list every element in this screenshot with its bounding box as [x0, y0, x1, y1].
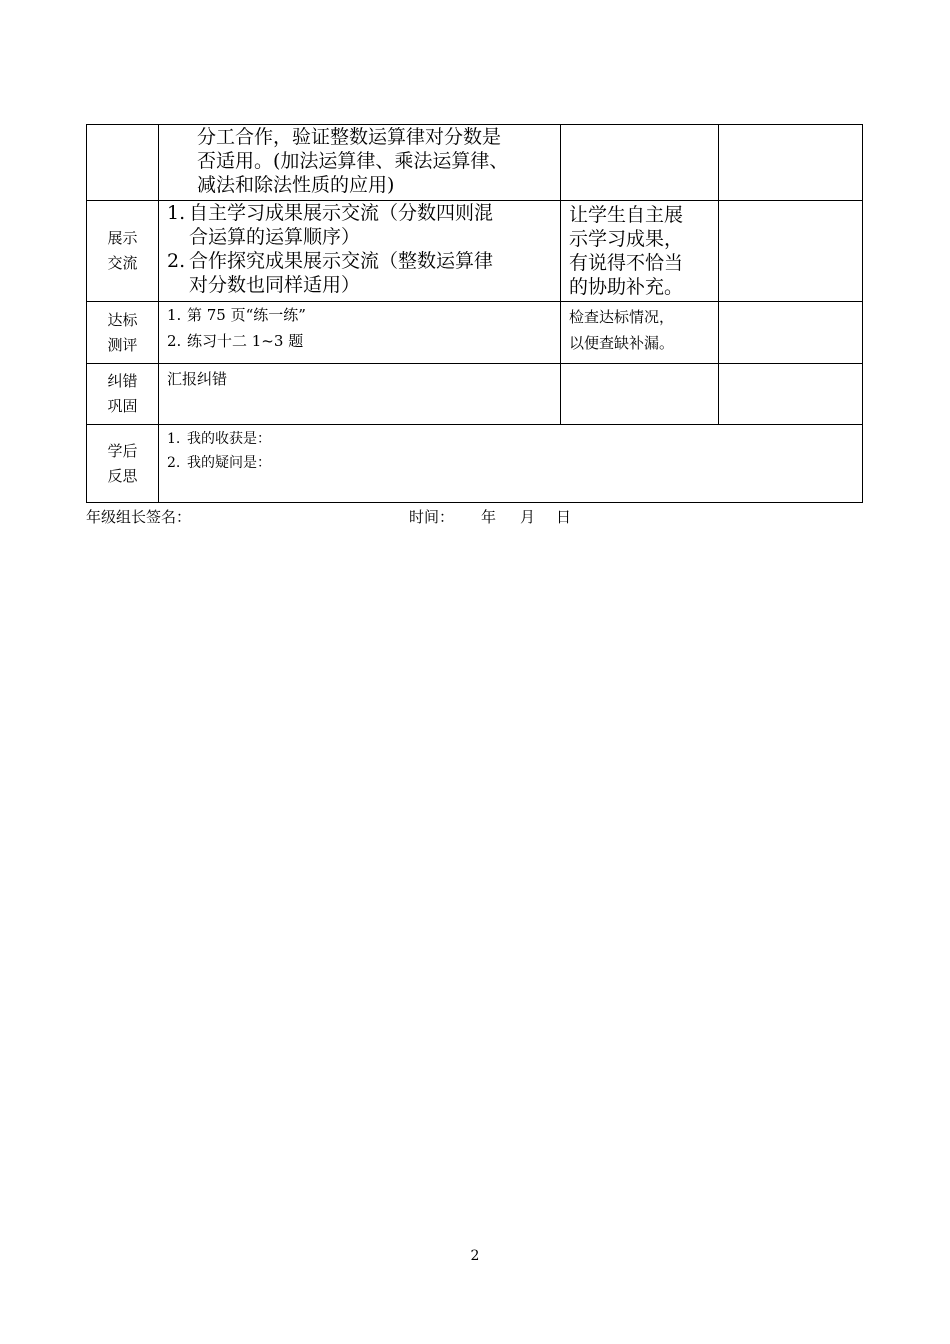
note-line: 检查达标情况， [569, 308, 675, 326]
reflection-content [159, 425, 863, 503]
day-label: 日 [556, 508, 572, 526]
list-number: 2. [167, 332, 182, 350]
list-item [159, 201, 560, 249]
row-label-correction: 纠错 巩固 [87, 364, 159, 425]
row-label-assessment: 达标 测评 [87, 302, 159, 364]
list-text: 对分数也同样适用） [189, 274, 361, 296]
row-label-empty [87, 125, 159, 201]
list-text: 合运算的运算顺序） [189, 226, 361, 248]
list-number: 1. [167, 306, 182, 324]
correction-text: 汇报纠错 [167, 370, 228, 388]
note-cell-empty [561, 364, 719, 425]
list-text: 我的收获是： [187, 431, 271, 447]
list-number: 2. [167, 250, 186, 272]
extra-cell-empty [719, 125, 863, 201]
list-text: 我的疑问是： [187, 455, 271, 471]
table-row-assessment [87, 302, 863, 364]
table-row-group-work [87, 125, 863, 201]
showcase-note [561, 201, 719, 302]
note-line: 以便查缺补漏。 [569, 334, 675, 352]
page-number: 2 [470, 1248, 480, 1264]
list-item [159, 249, 560, 297]
assessment-content [159, 302, 561, 364]
table-row-reflection [87, 425, 863, 503]
list-text: 第 75 页“练一练” [187, 306, 306, 324]
note-line: 的协助补充。 [569, 276, 684, 298]
correction-content [159, 364, 561, 425]
extra-cell-empty [719, 302, 863, 364]
note-line: 示学习成果， [569, 228, 684, 250]
list-text: 自主学习成果展示交流（分数四则混 [189, 202, 494, 224]
time-label: 时间： [409, 508, 455, 526]
row-label-showcase: 展示 交流 [87, 201, 159, 302]
content-line: 否适用。(加法运算律、乘法运算律、 [197, 150, 509, 172]
list-item [159, 427, 862, 451]
list-item [159, 328, 560, 354]
extra-cell-empty [719, 201, 863, 302]
content-line: 减法和除法性质的应用) [197, 174, 395, 196]
content-line: 分工合作，验证整数运算律对分数是 [197, 126, 502, 148]
list-item [159, 451, 862, 475]
list-item [159, 302, 560, 328]
signature-footer [86, 505, 862, 529]
note-line: 有说得不恰当 [569, 252, 684, 274]
note-line: 让学生自主展 [569, 204, 684, 226]
month-label: 月 [520, 508, 536, 526]
list-number: 1. [167, 431, 181, 447]
table-row-correction [87, 364, 863, 425]
note-cell-empty [561, 125, 719, 201]
list-text: 练习十二 1~3 题 [187, 332, 304, 350]
list-text: 合作探究成果展示交流（整数运算律 [189, 250, 494, 272]
lesson-plan-table [86, 124, 863, 503]
year-label: 年 [481, 508, 497, 526]
extra-cell-empty [719, 364, 863, 425]
row-label-reflection: 学后 反思 [87, 425, 159, 503]
list-number: 1. [167, 202, 186, 224]
group-work-content [159, 125, 561, 201]
assessment-note [561, 302, 719, 364]
table-row-showcase [87, 201, 863, 302]
showcase-content [159, 201, 561, 302]
sign-label: 年级组长签名： [86, 508, 192, 526]
list-number: 2. [167, 455, 181, 471]
